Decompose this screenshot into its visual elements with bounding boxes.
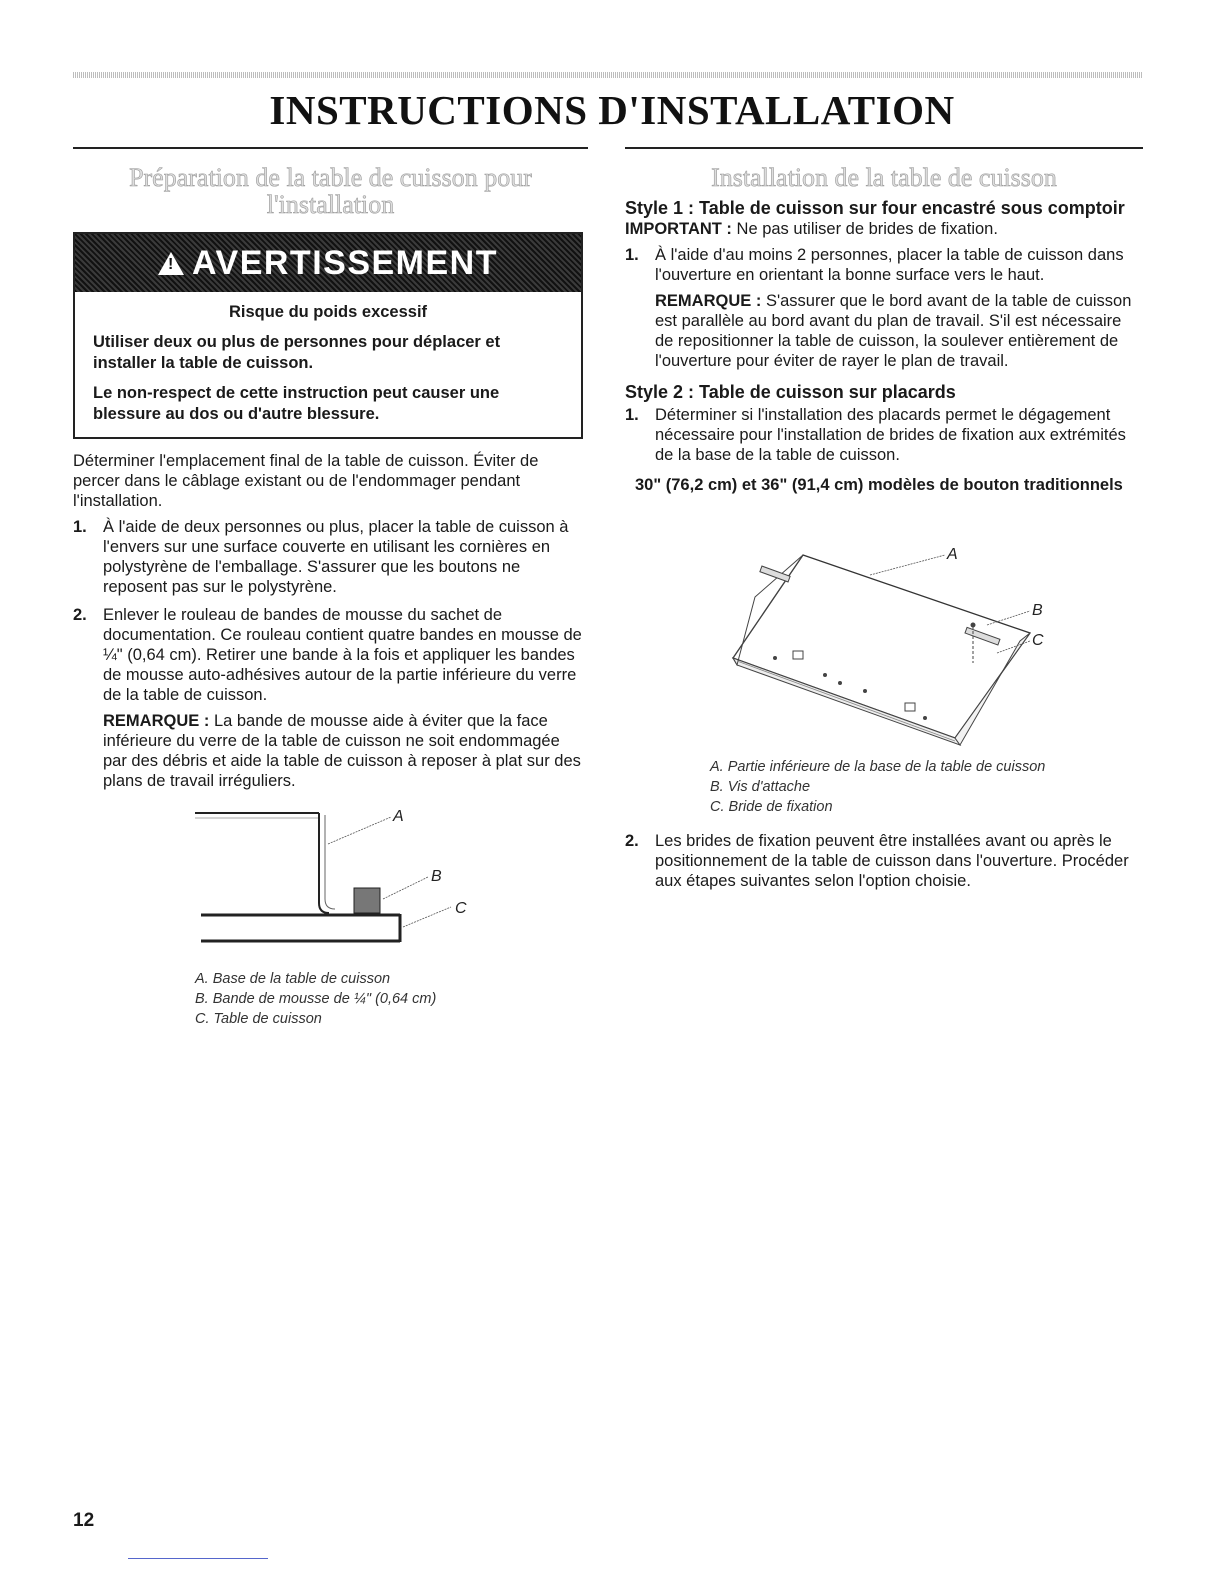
step-text: À l'aide d'au moins 2 personnes, placer la table de cuisson dans l'ouverture en orientant la bonne surface vers le haut. bbox=[655, 246, 1124, 284]
warning-triangle-icon: ! bbox=[158, 252, 184, 275]
style2-steps-continued bbox=[625, 831, 1143, 891]
caption-a: A. Partie inférieure de la base de la table de cuisson bbox=[710, 759, 1046, 775]
warning-line-1: Utiliser deux ou plus de personnes pour déplacer et installer la table de cuisson. bbox=[93, 333, 501, 372]
note-text: La bande de mousse aide à éviter que la face inférieure du verre de la table de cuisson ne soit endommagée par des débris et aide la table de cuisson à reposer à plat sur des plans de travail irréguliers. bbox=[103, 712, 581, 790]
caption-b: B. Vis d'attache bbox=[710, 779, 811, 795]
footer-rule bbox=[128, 1558, 268, 1559]
step-text: Enlever le rouleau de bandes de mousse du sachet de documentation. Ce rouleau contient quatre bandes en mousse de ¼" (0,64 cm). Retirer une bande à la fois et appliquer les bandes de mousse auto-adhésives autour de la partie inférieure du verre de la table de cuisson. bbox=[103, 606, 582, 704]
left-section-title: Préparation de la table de cuisson pour l'installation bbox=[129, 163, 532, 219]
important-label: IMPORTANT : bbox=[625, 220, 732, 238]
style1-steps bbox=[625, 245, 1143, 371]
warning-body bbox=[75, 292, 581, 437]
step-number: 1. bbox=[73, 518, 87, 536]
diagram-label-c: C bbox=[1032, 632, 1044, 649]
right-column bbox=[625, 150, 1143, 899]
right-section-title: Installation de la table de cuisson bbox=[711, 163, 1057, 192]
important-text: Ne pas utiliser de brides de fixation. bbox=[736, 220, 998, 238]
step-text: Les brides de fixation peuvent être installées avant ou après le positionnement de la table de cuisson dans l'ouverture. Procéder aux étapes suivantes selon l'option choisie. bbox=[655, 832, 1129, 890]
diagram-label-a: A bbox=[947, 546, 958, 563]
warning-line-2: Le non-respect de cette instruction peut causer une blessure au dos ou d'autre blessure. bbox=[93, 384, 500, 423]
diagram-label-b: B bbox=[431, 868, 442, 885]
step-number: 2. bbox=[625, 832, 639, 850]
caption-c: C. Bride de fixation bbox=[710, 799, 833, 815]
step-number: 1. bbox=[625, 246, 639, 264]
top-decorative-rule bbox=[73, 72, 1143, 78]
diagram-label-b: B bbox=[1032, 602, 1043, 619]
caption-c: C. Table de cuisson bbox=[195, 1011, 322, 1027]
left-column-rule bbox=[73, 147, 588, 149]
warning-box bbox=[73, 232, 583, 439]
right-figure-captions bbox=[710, 757, 1143, 817]
page-number: 12 bbox=[73, 1510, 95, 1531]
note-label: REMARQUE : bbox=[655, 292, 762, 310]
style2-title: Style 2 : Table de cuisson sur placards bbox=[625, 382, 956, 402]
list-item bbox=[73, 605, 588, 791]
step-number: 1. bbox=[625, 406, 639, 424]
page-title: INSTRUCTIONS D'INSTALLATION bbox=[269, 87, 955, 133]
diagram-label-c: C bbox=[455, 900, 467, 917]
diagram-label-a: A bbox=[393, 808, 404, 825]
step-text: Déterminer si l'installation des placards permet le dégagement nécessaire pour l'installation de brides de fixation aux extrémités de la base de la table de cuisson. bbox=[655, 406, 1126, 464]
left-column bbox=[73, 150, 588, 1029]
style2-steps bbox=[625, 405, 1143, 465]
list-item bbox=[625, 831, 1143, 891]
note-paragraph bbox=[103, 711, 588, 791]
right-column-rule bbox=[625, 147, 1143, 149]
warning-subtitle: Risque du poids excessif bbox=[228, 303, 428, 321]
list-item bbox=[625, 405, 1143, 465]
caption-b: B. Bande de mousse de ¼" (0,64 cm) bbox=[195, 991, 437, 1007]
list-item bbox=[73, 517, 588, 597]
list-item bbox=[625, 245, 1143, 371]
note-text: S'assurer que le bord avant de la table de cuisson est parallèle au bord avant du plan de travail. S'il est nécessaire de repositionner la table de cuisson, la soulever entièrement de l'ouverture pour éviter de rayer le plan de travail. bbox=[655, 292, 1132, 370]
note-paragraph bbox=[655, 291, 1143, 371]
warning-header bbox=[75, 234, 581, 292]
important-paragraph bbox=[625, 219, 1143, 239]
step-text: À l'aide de deux personnes ou plus, placer la table de cuisson à l'envers sur une surface couverte en utilisant les cornières en polystyrène de l'emballage. S'assurer que les boutons ne reposent pas sur le polystyrène. bbox=[103, 518, 569, 596]
mounting-bracket-diagram bbox=[625, 513, 1143, 753]
left-steps bbox=[73, 517, 588, 791]
note-label: REMARQUE : bbox=[103, 712, 210, 730]
step-number: 2. bbox=[73, 606, 87, 624]
warning-label: AVERTISSEMENT bbox=[191, 243, 498, 282]
caption-a: A. Base de la table de cuisson bbox=[195, 971, 391, 987]
left-figure-captions bbox=[195, 969, 588, 1029]
style1-title: Style 1 : Table de cuisson sur four encastré sous comptoir bbox=[625, 198, 1125, 218]
intro-paragraph: Déterminer l'emplacement final de la table de cuisson. Éviter de percer dans le câblage existant ou de l'endommager pendant l'installation. bbox=[73, 452, 539, 510]
foam-strip-diagram bbox=[73, 799, 588, 969]
model-subhead: 30" (76,2 cm) et 36" (91,4 cm) modèles de bouton traditionnels bbox=[635, 476, 1123, 494]
